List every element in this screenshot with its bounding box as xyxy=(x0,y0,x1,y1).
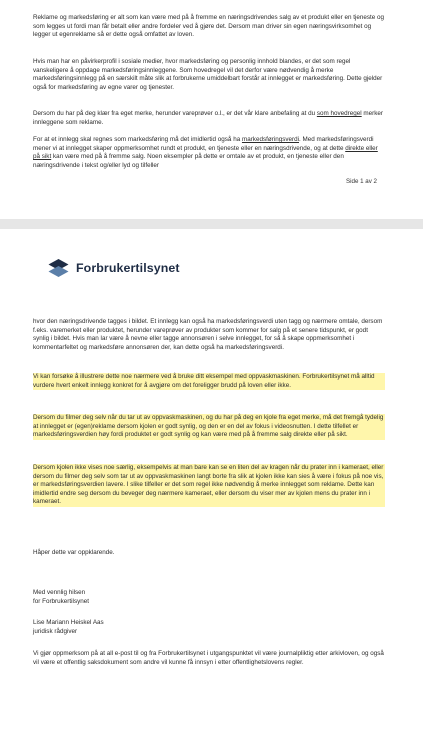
signature-block xyxy=(33,619,385,636)
paragraph: Dersom du har på deg klær fra eget merke, herunder vareprøver o.l., er det vår klare anbefaling at du som hovedregel merker innleggene som reklame. xyxy=(33,110,384,126)
forbrukertilsynet-logo-icon xyxy=(47,258,70,278)
signature-greeting: Med vennlig hilsen for Forbrukertilsynet xyxy=(33,589,89,605)
page-number: Side 1 av 2 xyxy=(346,178,377,185)
paragraph: Hvis man har en påvirkerprofil i sosiale medier, hvor markedsføring og personlig innhold blandes, er det som regel vanskeligere å oppdage markedsføringsinnleggene. Som hovedregel vil det derfor være nødvendig å merke markedsføringsinnlegg på en særskilt måte slik at forbrukerne umiddelbart forstår at innlegget er markedsføring. Dette gjelder også for markedsføring av egne varer og tjenester. xyxy=(33,58,383,91)
document-page-2 xyxy=(0,229,423,750)
signer-name: Lise Mariann Heiskel Aas xyxy=(33,619,104,626)
document-page-1 xyxy=(0,0,423,219)
paragraph: hvor den næringsdrivende tagges i bildet. Et innlegg kan også ha markedsføringsverdi uten tagg og nærmere omtale, dersom f.eks. varemerket eller produktet, herunder vareprøver av produkter som kommer for salg på et senere tidspunkt, er godt synlig i bildet. Hvis man lar være å nevne eller tagge annonsøren i selve innlegget, for så å skape oppmerksomhet i kommentarfeltet og markedsføre annonsøren der, kan dette også ha markedsføringsverdi. xyxy=(33,318,383,351)
underlined-text: direkte eller på sikt xyxy=(33,144,378,161)
paragraph: For at et innlegg skal regnes som markedsføring må det imidlertid også ha markedsføringsverdi. Med markedsføringsverdi mener vi at innlegget skaper oppmerksomhet rundt et produkt, en tjeneste eller en næringsdrivende, og at dette direkte eller på sikt kan være med på å fremme salg. Noen eksempler på dette er omtale av et produkt, en tjeneste eller den næringsdrivende i tekst og/eller lyd og tilfeller xyxy=(33,136,378,169)
footer-note: Vi gjør oppmerksom på at all e-post til og fra Forbrukertilsynet i utgangspunktet vil være journalpliktig etter arkivloven, og også vil være et offentlig saksdokument som andre vil kunne få innsyn i etter offentlighetslovens regler. xyxy=(33,650,384,666)
logo xyxy=(47,258,180,278)
highlighted-paragraph: Dersom du filmer deg selv når du tar ut av oppvaskmaskinen, og du har på deg en kjole fra eget merke, må det fremgå tydelig at innlegget er (egen)reklame dersom kjolen er godt synlig, og den er en del av fokus i videosnutten. I dette tilfellet er markedsføringsverdien høy fordi produktet er godt synlig og kan være med på å fremme salg direkte eller på sikt. xyxy=(33,414,384,439)
signer-title: juridisk rådgiver xyxy=(33,627,78,635)
closing-text: Håper dette var oppklarende. xyxy=(33,549,115,556)
highlighted-paragraph: Vi kan forsøke å illustrere dette noe nærmere ved å bruke ditt eksempel med oppvaskmaskinen. Forbrukertilsynet må alltid vurdere hvert enkelt innlegg konkret for å avgjøre om det foreligger brudd på loven eller ikke. xyxy=(33,373,385,390)
underlined-text: som hovedregel xyxy=(316,110,362,117)
highlighted-paragraph: Dersom kjolen ikke vises noe særlig, eksempelvis at man bare kan se en liten del av kragen når du prater inn i kameraet, eller dersom du filmer deg selv som tar ut av oppvaskmaskinen langt borte fra slik at kjolen ikke kan sies å være i fokus på noe vis, er markedsføringsverdien lavere. I slike tilfeller er det som regel ikke nødvendig å merke innlegget som reklame. Dette kan imidlertid endre seg dersom du beveger deg nærmere kameraet, eller dersom du viser mer av kjolen mens du prater inn i kameraet. xyxy=(33,464,384,506)
logo-text: Forbrukertilsynet xyxy=(76,261,180,275)
paragraph: Reklame og markedsføring er alt som kan være med på å fremme en næringsdrivendes salg av et produkt eller en tjeneste og som legges ut fordi man får betalt eller andre fordeler ved å gjøre det. Dersom man driver sin egen næringsvirksomhet og legger ut egenreklame så er dette også omfattet av loven. xyxy=(33,14,385,39)
underlined-text: markedsføringsverdi xyxy=(241,136,299,143)
